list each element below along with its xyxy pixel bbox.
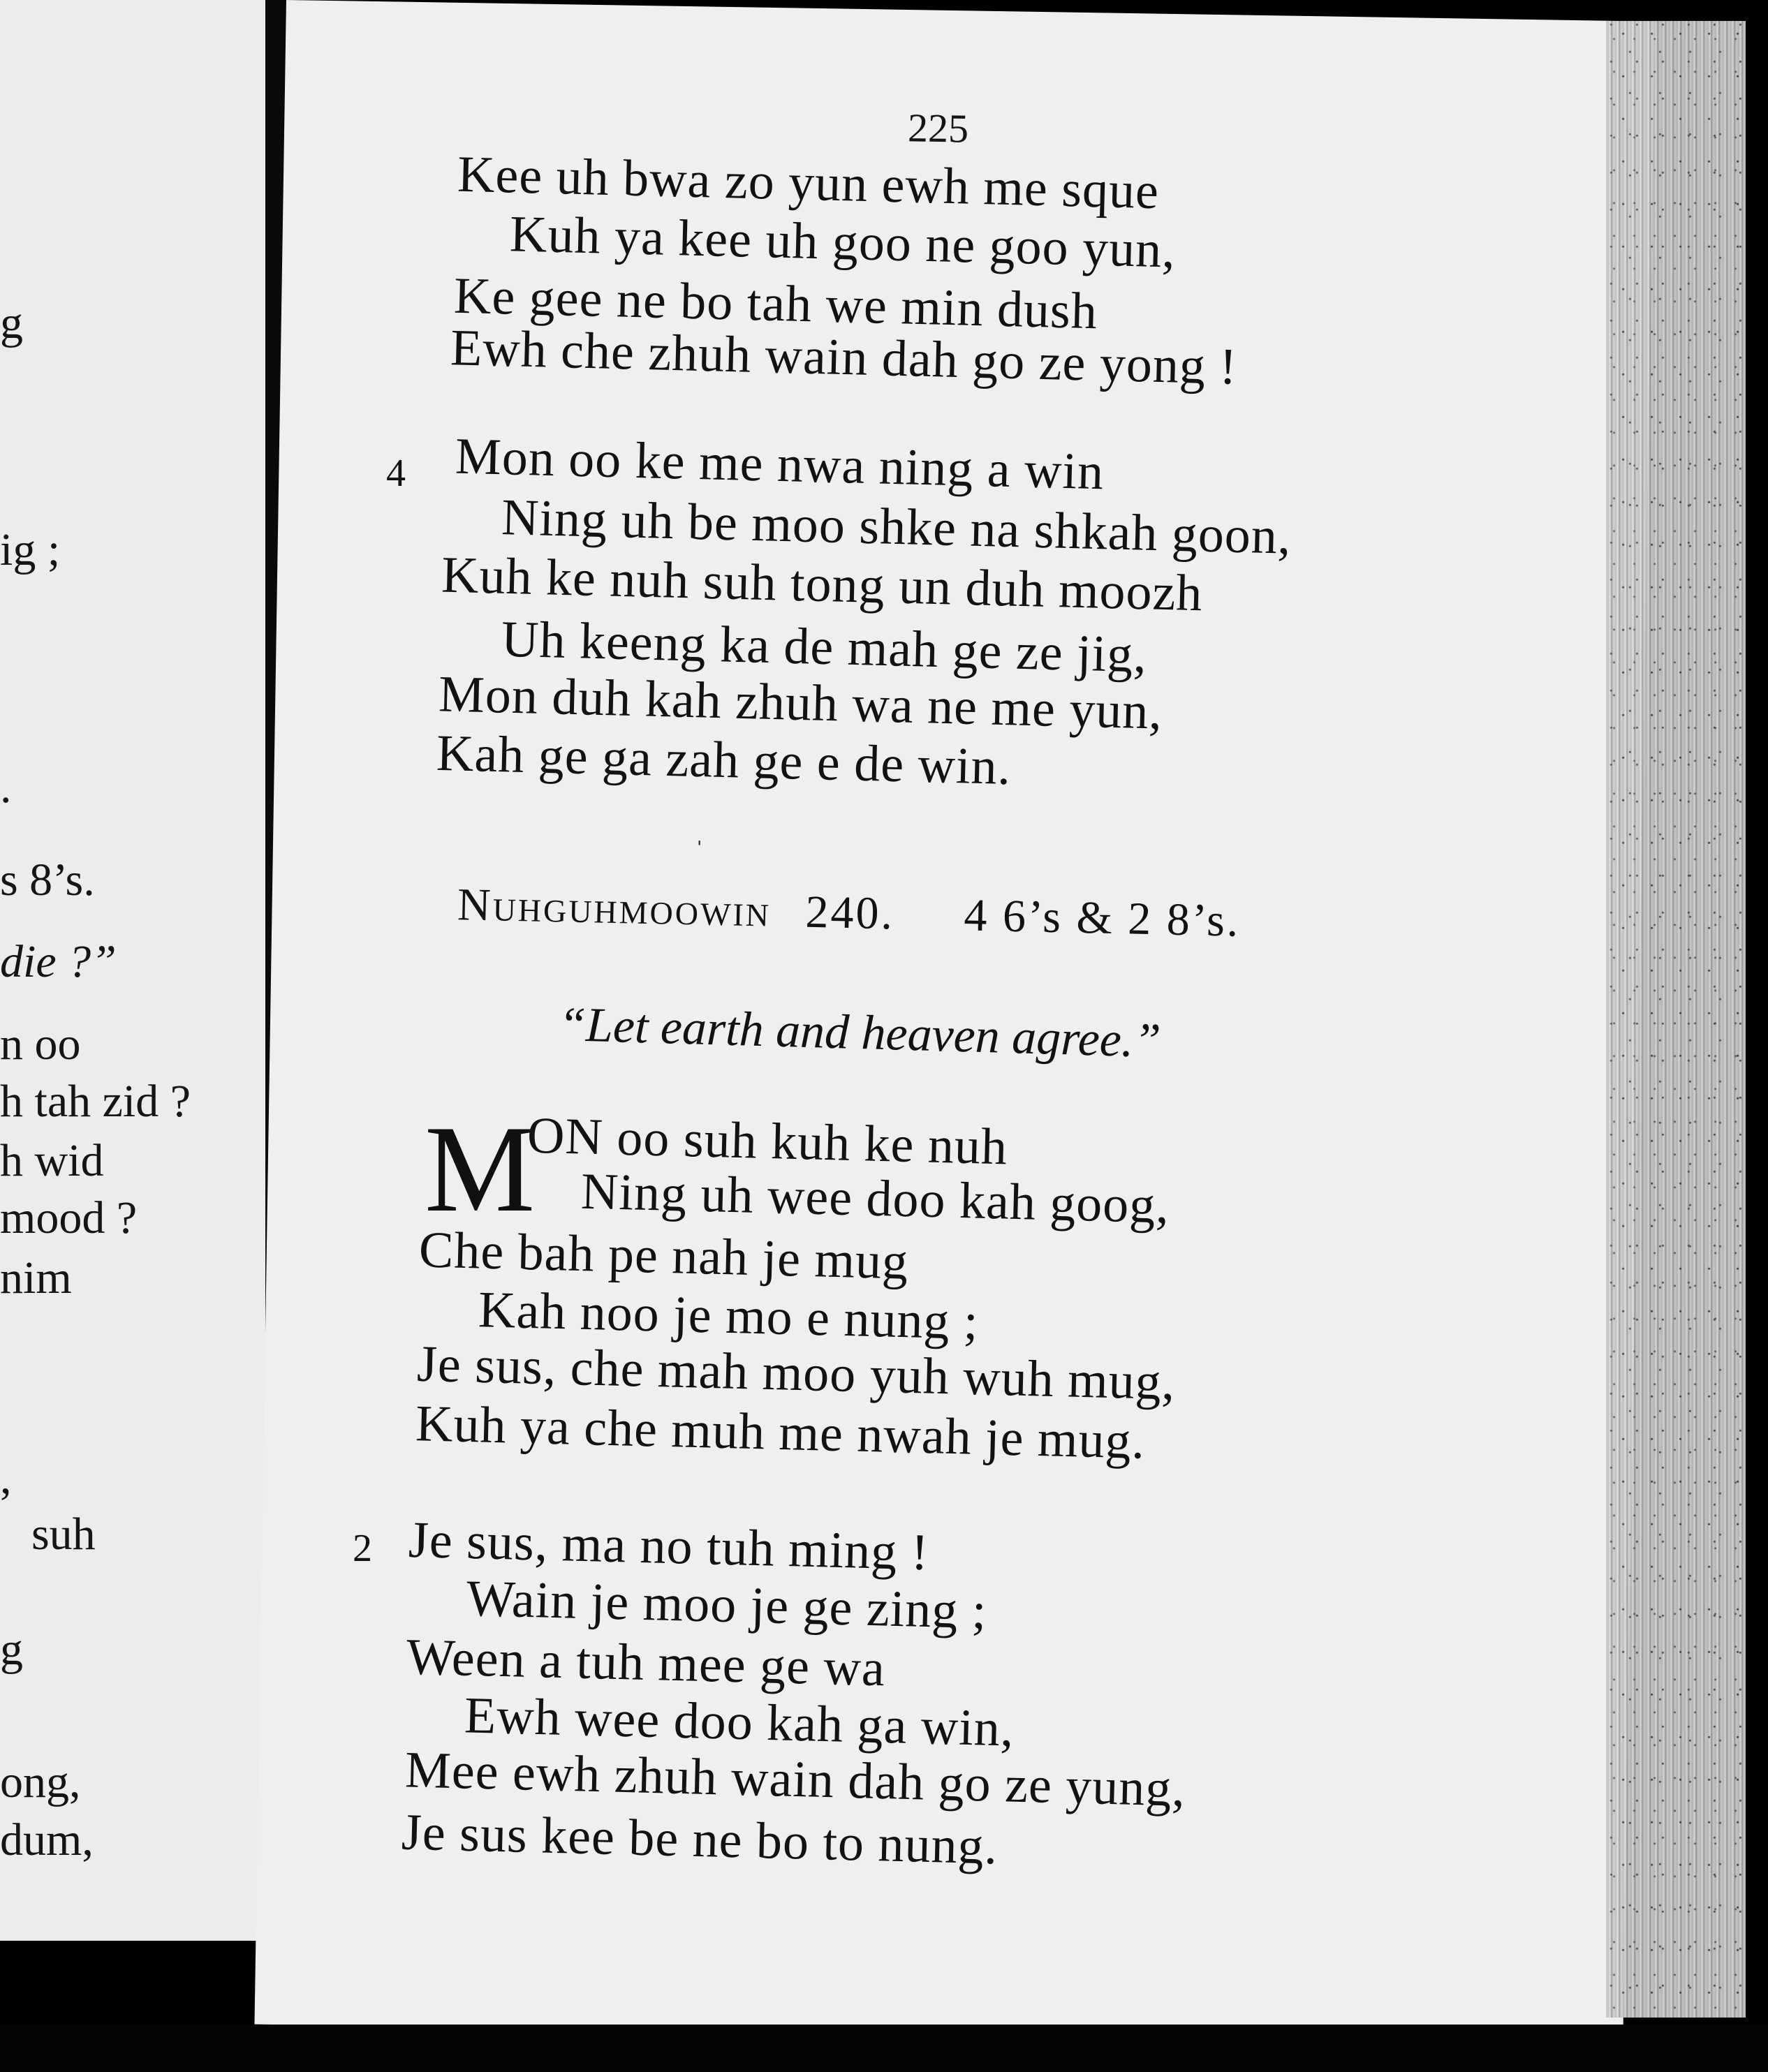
left-fragment: die ?” [0,936,117,987]
left-fragment: suh [31,1509,96,1560]
left-fragment: g [0,1624,23,1675]
verse-line: Wain je moo je ge zing ; [466,1569,988,1641]
left-page [0,0,265,1941]
verse-line: Je sus, ma no tuh ming ! [408,1511,930,1582]
ink-speck: ˌ [695,814,705,845]
hymn-number: 240. [804,886,895,940]
verse-line: Kuh ke nuh suh tong un duh moozh [441,546,1204,623]
left-fragment: . [0,762,12,813]
verse-line: Ning uh wee doo kah goog, [580,1162,1170,1235]
left-fragment: g [0,297,23,348]
verse-line: Mee ewh zhuh wain dah go ze yung, [404,1741,1186,1818]
verse-line: Mon duh kah zhuh wa ne me yun, [438,665,1163,741]
verse-line: Je sus, che mah moo yuh wuh mug, [416,1335,1177,1412]
left-fragment: h wid [0,1135,104,1186]
left-fragment: nim [0,1252,72,1303]
left-fragment: ong, [0,1756,81,1807]
left-fragment: ig ; [0,524,61,575]
verse-line: Kah ge ga zah ge e de win. [436,724,1012,797]
drop-cap: M [425,1100,536,1238]
verse-line: Ning uh be moo shke na shkah goon, [501,489,1292,565]
left-fragment: s 8’s. [0,854,95,905]
verse-line: ON oo suh kuh ke nuh [526,1107,1008,1176]
verse-line: Kuh ya kee uh goo ne goo yun, [509,205,1177,279]
stanza-number: 4 [386,452,406,495]
hymn-meter: 4 6’s & 2 8’s. [963,889,1242,947]
page-number: 225 [907,105,969,151]
stanza-number: 2 [353,1527,372,1570]
left-fragment: mood ? [0,1192,138,1243]
verse-line: Ewh wee doo kah ga win, [464,1687,1015,1758]
verse-line: Ke gee ne bo tah we min dush [453,267,1098,341]
verse-line: Mon oo ke me nwa ning a win [455,427,1105,501]
verse-line: Uh keeng ka de mah ge ze jig, [501,610,1148,684]
verse-line: Kuh ya che muh me nwah je mug. [415,1395,1147,1470]
page-edges [1606,21,1746,2018]
verse-line: Ween a tuh mee ge wa [406,1628,886,1698]
left-fragment: n oo [0,1019,81,1070]
scan-bottom-edge [0,2025,1768,2072]
left-fragment: , [0,1453,12,1504]
left-fragment: dum, [0,1814,94,1865]
verse-line: Che bah pe nah je mug [418,1221,910,1291]
verse-line: Kah noo je mo e nung ; [478,1281,980,1351]
verse-line: Kee uh bwa zo yun ewh me sque [457,145,1160,221]
hymn-epigraph: “Let earth and heaven agree.” [558,997,1162,1069]
verse-line: Je sus kee be ne bo to nung. [401,1803,999,1876]
verse-line: Ewh che zhuh wain dah go ze yong ! [450,319,1239,396]
hymn-title: Nuhguhmoowin [457,879,772,937]
left-fragment: h tah zid ? [0,1076,191,1127]
